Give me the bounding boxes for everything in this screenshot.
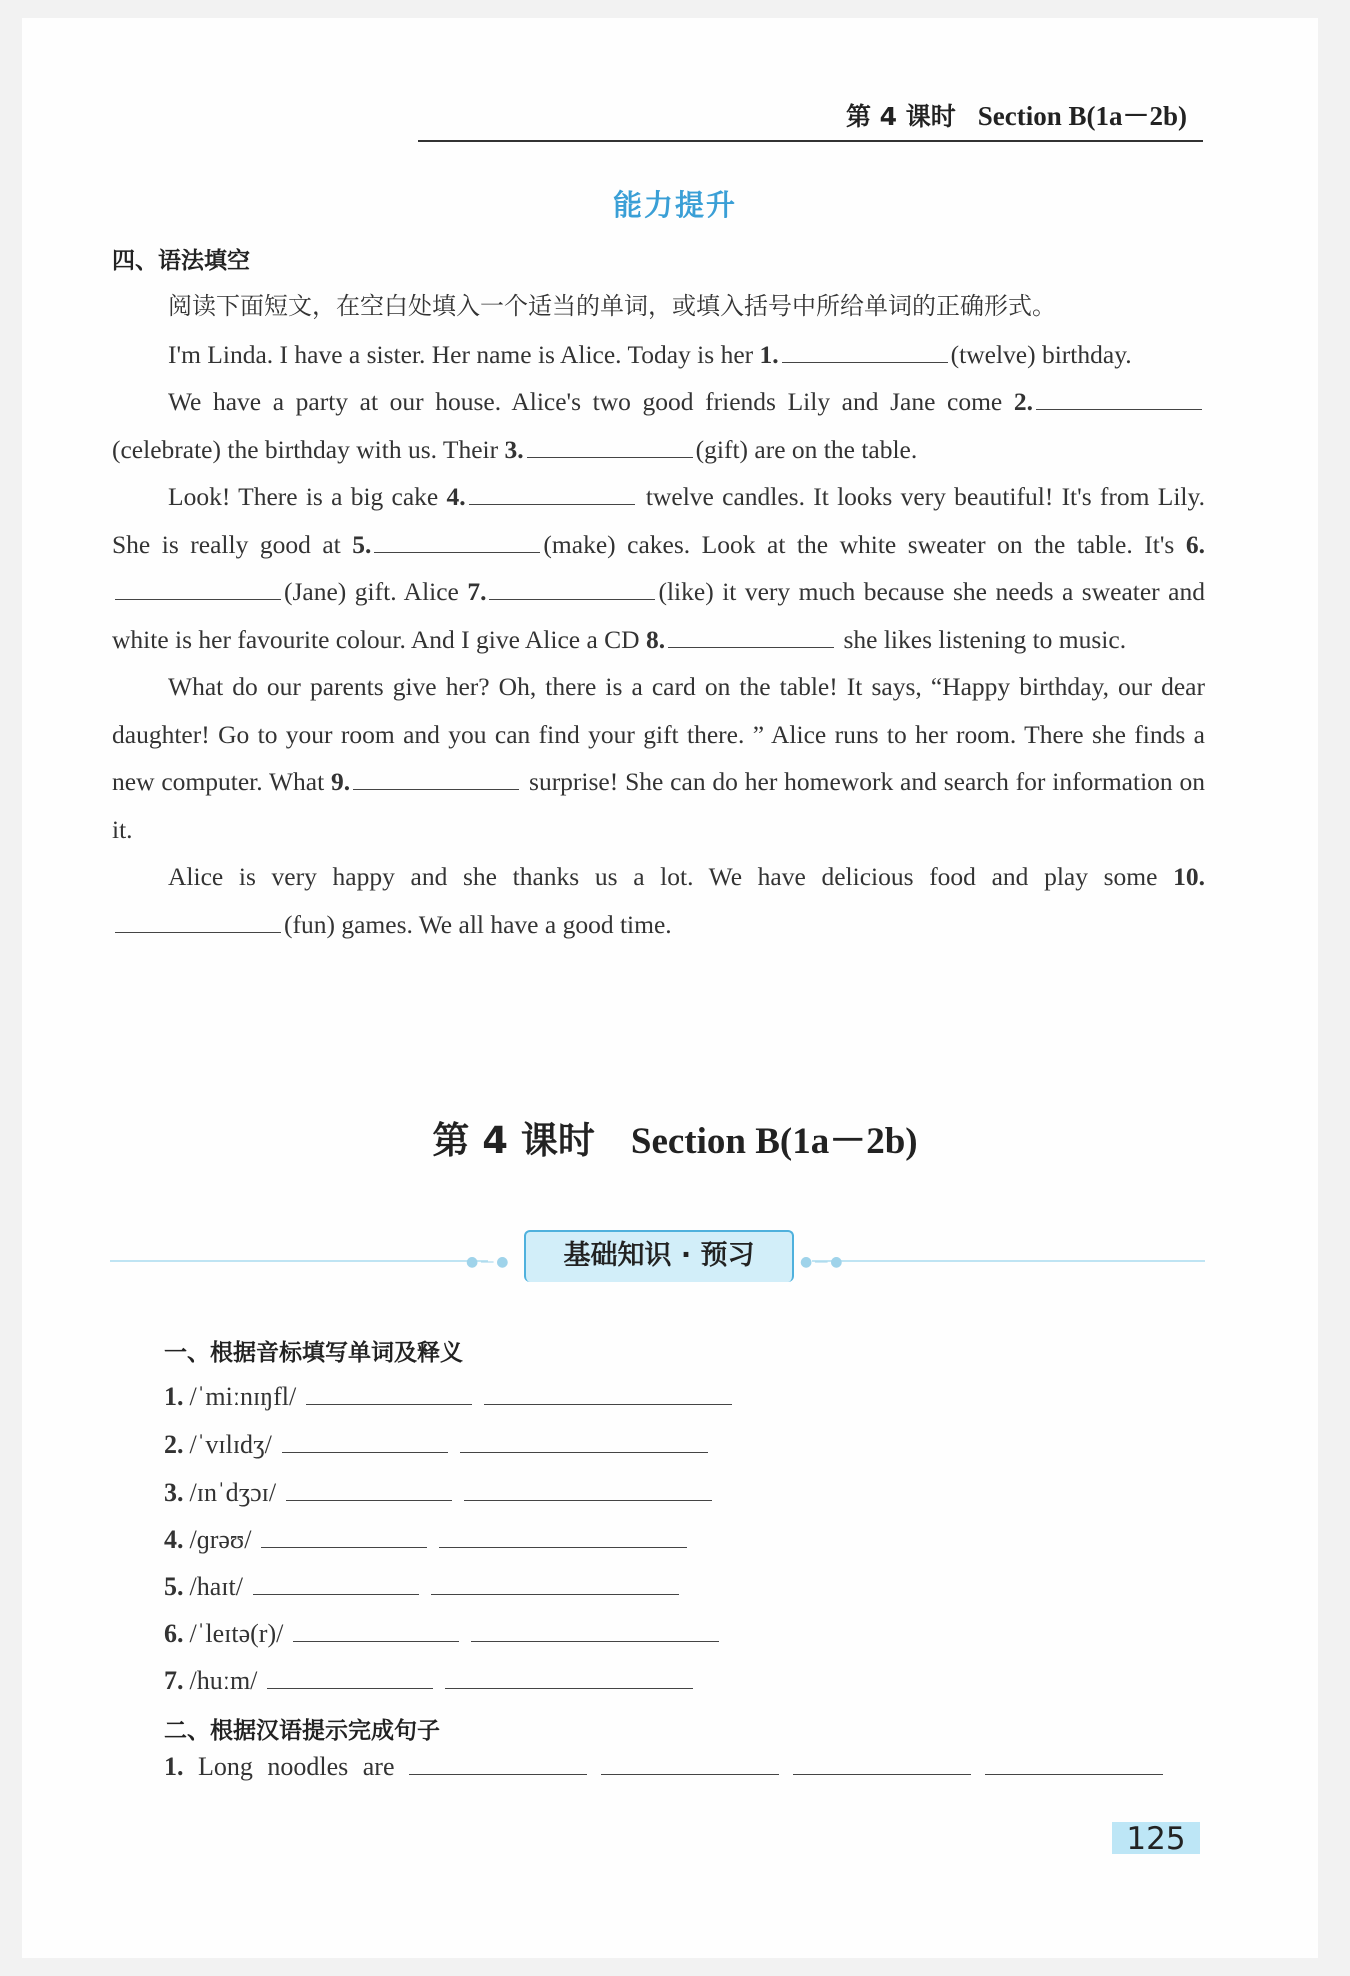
banner-dots-left: ●—● xyxy=(466,1254,511,1270)
preview-banner: 基础知识 · 预习 xyxy=(524,1230,794,1282)
part2-title: 二、根据汉语提示完成句子 xyxy=(164,1718,440,1744)
header-lesson: 第 4 课时 xyxy=(845,102,956,131)
banner-line-right xyxy=(812,1260,1205,1262)
blank-8[interactable] xyxy=(668,623,834,648)
banner-dots-right: ●—● xyxy=(800,1254,845,1270)
phonetic-item-1: 1. /ˈmiːnɪŋfl/ xyxy=(164,1382,732,1412)
sentence-blank[interactable] xyxy=(793,1752,971,1775)
lesson-title: 第 4 课时 Section B(1a－2b) xyxy=(432,1119,918,1162)
sentence-blank[interactable] xyxy=(601,1752,779,1775)
word-blank[interactable] xyxy=(282,1430,448,1453)
meaning-blank[interactable] xyxy=(471,1619,719,1642)
paragraph-2: We have a party at our house. Alice's two good friends Lily and Jane come 2.(celebrate) the birthday with us. Their 3. (gift) are on the table. xyxy=(112,378,1205,473)
meaning-blank[interactable] xyxy=(464,1478,712,1501)
word-blank[interactable] xyxy=(306,1382,472,1405)
part4-title: 四、语法填空 xyxy=(112,248,250,274)
paragraph-4: What do our parents give her? Oh, there is a card on the table! It says, “Happy birthday, our dear daughter! Go to your room and you can find your gift there. ” Alice runs to her room. There she finds a new computer. What 9. surprise! She can do her homework and search for information on it. xyxy=(112,672,1205,844)
header-section: Section B(1a－2b) xyxy=(977,101,1187,131)
meaning-blank[interactable] xyxy=(445,1666,693,1689)
blank-2[interactable] xyxy=(1036,385,1202,410)
phonetic-item-3: 3. /ɪnˈdʒɔɪ/ xyxy=(164,1478,712,1508)
blank-7[interactable] xyxy=(489,575,655,600)
paragraph-3: Look! There is a big cake 4. twelve candles. It looks very beautiful! It's from Lily. She is really good at 5. (make) cakes. Look at the white sweater on the table. It's 6.(Jane) gift. Alice 7. (like) it very much because she needs a sweater and white is her favourite colour. And I give Alice a CD 8. she likes listening to music. xyxy=(112,482,1205,654)
paragraph-5: Alice is very happy and she thanks us a lot. We have delicious food and play some 10.(fun) games. We all have a good time. xyxy=(112,853,1205,948)
meaning-blank[interactable] xyxy=(484,1382,732,1405)
phonetic-item-6: 6. /ˈleɪtə(r)/ xyxy=(164,1619,719,1649)
phonetic-item-7: 7. /huːm/ xyxy=(164,1666,693,1696)
meaning-blank[interactable] xyxy=(460,1430,708,1453)
blank-5[interactable] xyxy=(374,528,540,553)
blank-6[interactable] xyxy=(115,575,281,600)
sentence-blank[interactable] xyxy=(985,1752,1163,1775)
sentence-item-1: 1. Long noodles are xyxy=(164,1752,1163,1782)
sentence-blank[interactable] xyxy=(409,1752,587,1775)
meaning-blank[interactable] xyxy=(431,1572,679,1595)
phonetic-item-5: 5. /haɪt/ xyxy=(164,1572,679,1602)
word-blank[interactable] xyxy=(267,1666,433,1689)
blank-1[interactable] xyxy=(782,338,948,363)
word-blank[interactable] xyxy=(253,1572,419,1595)
word-blank[interactable] xyxy=(293,1619,459,1642)
blank-4[interactable] xyxy=(469,480,635,505)
blank-3[interactable] xyxy=(527,433,693,458)
word-blank[interactable] xyxy=(286,1478,452,1501)
running-header xyxy=(418,88,1203,142)
phonetic-item-4: 4. /ɡrəʊ/ xyxy=(164,1525,687,1555)
section-heading: 能力提升 xyxy=(612,188,737,222)
banner-line-left xyxy=(110,1260,488,1262)
blank-9[interactable] xyxy=(353,765,519,790)
blank-10[interactable] xyxy=(115,908,281,933)
paragraph-1: I'm Linda. I have a sister. Her name is Alice. Today is her 1. (twelve) birthday. xyxy=(168,339,1132,369)
cloze-passage xyxy=(112,283,1205,948)
meaning-blank[interactable] xyxy=(439,1525,687,1548)
page-number: 125 xyxy=(1112,1822,1200,1854)
part1-title: 一、根据音标填写单词及释义 xyxy=(164,1340,463,1366)
phonetic-item-2: 2. /ˈvɪlɪdʒ/ xyxy=(164,1430,708,1460)
word-blank[interactable] xyxy=(261,1525,427,1548)
instruction: 阅读下面短文，在空白处填入一个适当的单词，或填入括号中所给单词的正确形式。 xyxy=(168,292,1056,320)
